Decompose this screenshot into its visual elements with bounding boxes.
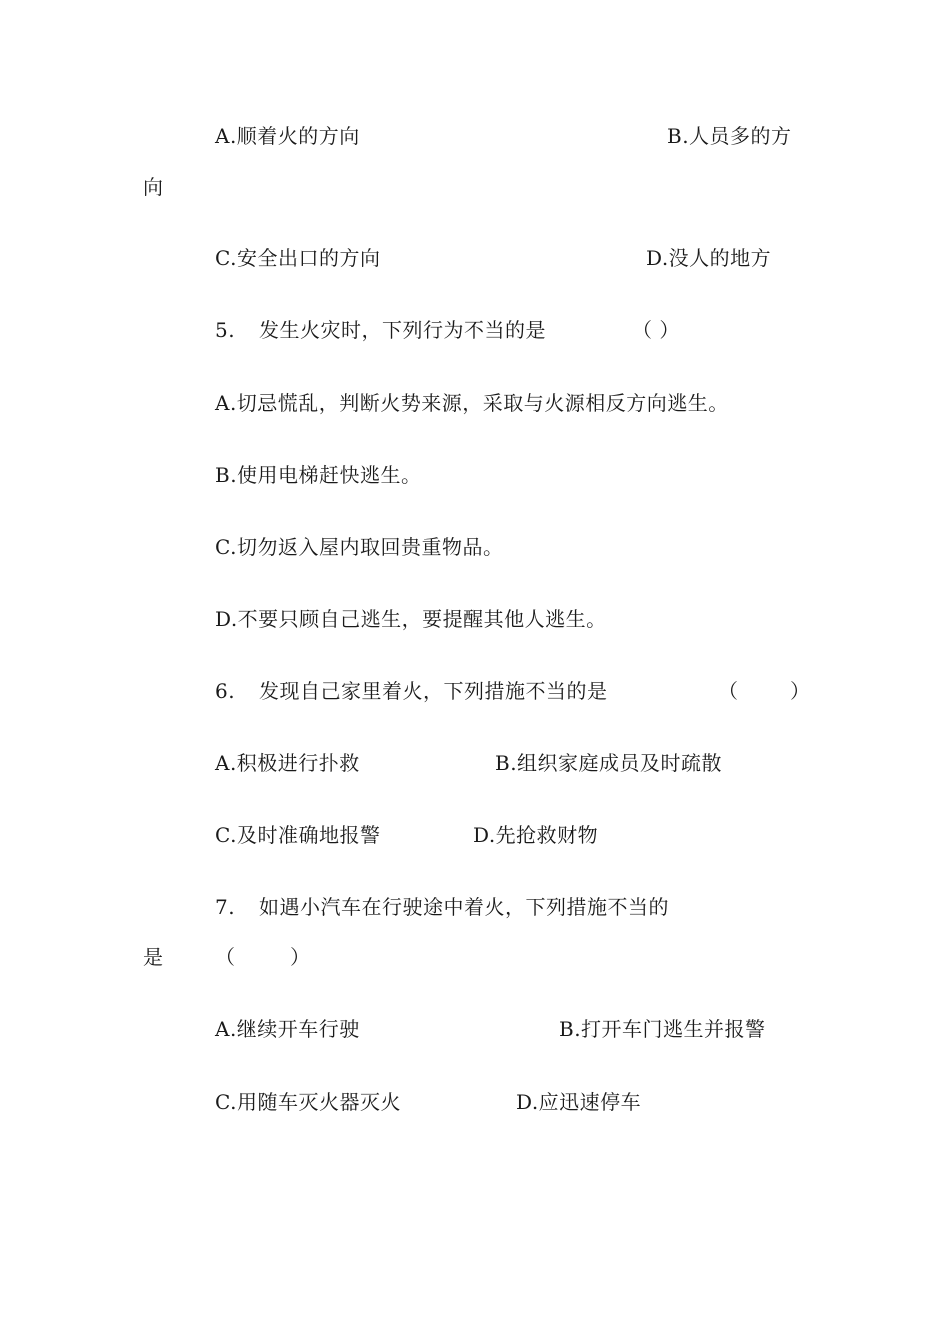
q6-stem: 发现自己家里着火，下列措施不当的是 <box>259 679 608 703</box>
q4-option-d: D.没人的地方 <box>646 246 772 270</box>
q7-stem: 如遇小汽车在行驶途中着火，下列措施不当的 <box>259 895 669 919</box>
q6-paren-close: ） <box>790 679 811 703</box>
q4-option-b-wrap: 向 <box>143 175 164 199</box>
q5-option-c: C.切勿返入屋内取回贵重物品。 <box>215 535 504 559</box>
q7-number: 7. <box>215 895 236 919</box>
q5-stem: 发生火灾时，下列行为不当的是 <box>259 318 546 342</box>
q6-paren-open: （ <box>718 679 739 703</box>
q4-option-b: B.人员多的方 <box>667 124 792 148</box>
q5-option-b: B.使用电梯赶快逃生。 <box>215 463 422 487</box>
q5-answer-paren: （ ） <box>632 318 680 342</box>
q7-option-d: D.应迅速停车 <box>516 1090 642 1114</box>
q7-paren-open: （ <box>215 945 236 969</box>
q5-option-a: A.切忌慌乱，判断火势来源，采取与火源相反方向逃生。 <box>215 391 729 415</box>
q6-option-c: C.及时准确地报警 <box>215 823 381 847</box>
q7-stem-wrap: 是 <box>143 945 164 969</box>
q5-option-d: D.不要只顾自己逃生，要提醒其他人逃生。 <box>215 607 607 631</box>
q6-option-b: B.组织家庭成员及时疏散 <box>495 751 723 775</box>
q6-option-d: D.先抢救财物 <box>473 823 599 847</box>
q6-option-a: A.积极进行扑救 <box>215 751 360 775</box>
q4-option-a: A.顺着火的方向 <box>215 124 360 148</box>
q5-number: 5. <box>215 318 236 342</box>
q4-option-c: C.安全出口的方向 <box>215 246 381 270</box>
q7-option-a: A.继续开车行驶 <box>215 1017 360 1041</box>
q7-paren-close: ） <box>290 945 311 969</box>
q7-option-b: B.打开车门逃生并报警 <box>559 1017 766 1041</box>
q6-number: 6. <box>215 679 236 703</box>
q7-option-c: C.用随车灭火器灭火 <box>215 1090 401 1114</box>
